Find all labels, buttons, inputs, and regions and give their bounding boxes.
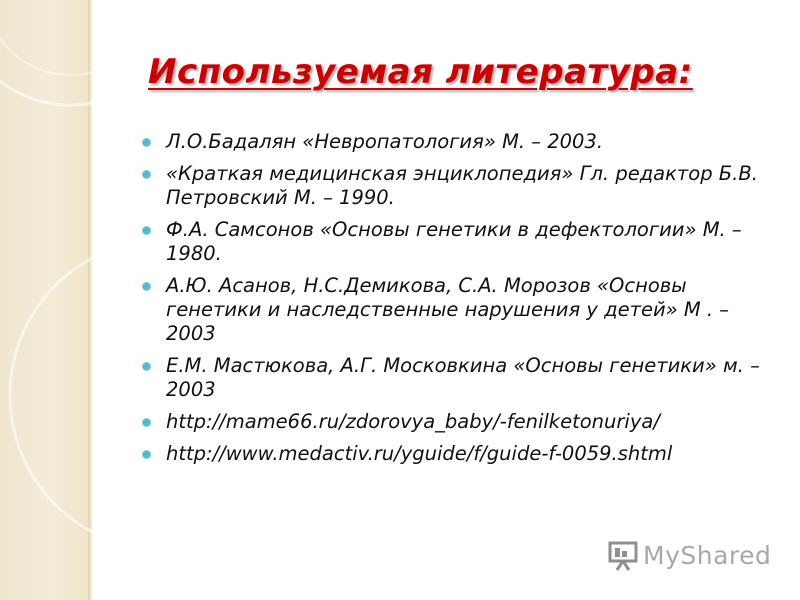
bullet-icon xyxy=(142,282,151,291)
bullet-icon xyxy=(142,362,151,371)
reference-text: Л.О.Бадалян «Невропатология» М. – 2003. xyxy=(166,130,604,153)
bullet-icon xyxy=(142,226,151,235)
bullet-icon xyxy=(142,450,151,459)
reference-text: А.Ю. Асанов, Н.С.Демикова, С.А. Морозов «Основы генетики и наследственные нарушения у детей» М . – 2003 xyxy=(166,274,730,345)
list-item[interactable] xyxy=(140,442,780,466)
decorative-side-line xyxy=(88,0,92,600)
presentation-board-icon xyxy=(607,539,639,571)
slide-title: Используемая литература: xyxy=(148,52,693,92)
list-item xyxy=(140,162,780,210)
list-item xyxy=(140,354,780,402)
watermark-text: MyShared xyxy=(643,540,772,570)
list-item xyxy=(140,218,780,266)
reference-text: Ф.А. Самсонов «Основы генетики в дефектологии» М. – 1980. xyxy=(166,218,742,265)
bullet-icon xyxy=(142,418,151,427)
list-item[interactable] xyxy=(140,410,780,434)
list-item xyxy=(140,130,780,154)
bullet-icon xyxy=(142,170,151,179)
list-item xyxy=(140,274,780,346)
reference-list xyxy=(140,130,780,474)
reference-text: Е.М. Мастюкова, А.Г. Московкина «Основы генетики» м. – 2003 xyxy=(166,354,760,401)
watermark-logo xyxy=(607,537,771,573)
reference-link[interactable]: http://mame66.ru/zdorovya_baby/-fenilketonuriya/ xyxy=(166,410,660,433)
decorative-side-band xyxy=(0,0,88,600)
bullet-icon xyxy=(142,138,151,147)
reference-text: «Краткая медицинская энциклопедия» Гл. редактор Б.В. Петровский М. – 1990. xyxy=(166,162,758,209)
reference-link[interactable]: http://www.medactiv.ru/yguide/f/guide-f-0059.shtml xyxy=(166,442,673,465)
